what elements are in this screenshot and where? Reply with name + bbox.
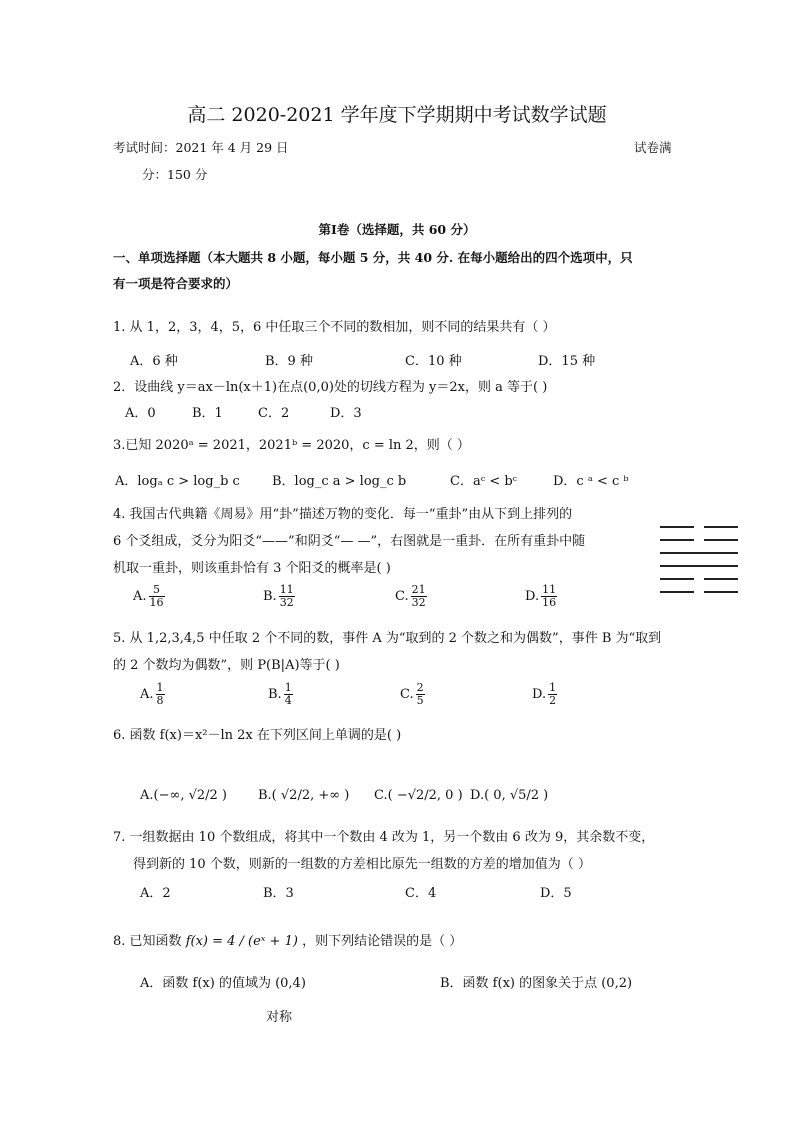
yin-line — [660, 591, 694, 593]
fraction: $\frac{1}{2}$ — [549, 681, 557, 707]
question-4-line2: 6 个爻组成，爻分为阳爻“——”和阴爻“— —”，右图就是一重卦．在所有重卦中随 — [113, 534, 586, 549]
q2-option-b: B．1 — [192, 406, 223, 421]
q6-option-b: B.( √2/2, +∞ ) — [258, 788, 350, 803]
page-title: 高二 2020-2021 学年度下学期期中考试数学试题 — [187, 104, 607, 126]
yin-line — [704, 578, 738, 580]
q4-option-a: A. $\frac{5}{16}$ — [133, 583, 164, 609]
full-score-value: 分：150 分 — [142, 167, 208, 182]
q6-option-c: C.( −√2/2, 0 ) — [374, 788, 463, 803]
q6-option-a: A.(−∞, √2/2 ) — [140, 788, 227, 803]
q7-option-b: B．3 — [263, 886, 294, 901]
question-3: 3.已知 2020ᵃ = 2021，2021ᵇ = 2020，c = ln 2，则（ ） — [113, 438, 470, 453]
q8-option-b: B．函数 f(x) 的图象关于点 (0,2) — [440, 976, 633, 991]
question-2: 2．设曲线 y＝ax－ln(x＋1)在点(0,0)处的切线方程为 y＝2x，则 a 等于( ) — [113, 380, 548, 395]
yin-line — [660, 578, 694, 580]
q3-option-d: D．c ᵃ < c ᵇ — [553, 474, 629, 489]
q4-option-b: B. $\frac{11}{32}$ — [263, 583, 294, 609]
q1-option-c: C．10 种 — [405, 354, 462, 369]
q2-option-a: A．0 — [125, 406, 156, 421]
question-7-line1: 7. 一组数据由 10 个数组成，将其中一个数由 4 改为 1，另一个数由 6 改为 9，其余数不变， — [113, 830, 655, 845]
question-8: 8. 已知函数 f(x) = 4 / (eˣ + 1) ，则下列结论错误的是（ ） — [113, 934, 463, 949]
q4-option-d: D. $\frac{11}{16}$ — [525, 583, 557, 609]
yin-line — [704, 591, 738, 593]
q7-option-c: C．4 — [405, 886, 437, 901]
yin-line — [704, 526, 738, 528]
full-score-label: 试卷满 — [634, 140, 672, 155]
section1-heading-cont: 有一项是符合要求的） — [113, 276, 239, 291]
question-6: 6. 函数 f(x)＝x²－ln 2x 在下列区间上单调的是( ) — [113, 728, 402, 743]
fraction: $\frac{1}{8}$ — [156, 681, 164, 707]
yin-line — [704, 539, 738, 541]
question-5-line2: 的 2 个数均为偶数”，则 P(B|A)等于( ) — [113, 658, 340, 673]
q8-option-a: A．函数 f(x) 的值域为 (0,4) — [140, 976, 306, 991]
q7-option-a: A．2 — [140, 886, 171, 901]
q2-option-c: C．2 — [258, 406, 290, 421]
fraction: $\frac{11}{32}$ — [279, 583, 294, 609]
q7-option-d: D．5 — [540, 886, 572, 901]
q1-option-d: D．15 种 — [538, 354, 596, 369]
question-1: 1. 从 1，2，3，4，5，6 中任取三个不同的数相加，则不同的结果共有（ ） — [113, 320, 556, 335]
question-4-line3: 机取一重卦，则该重卦恰有 3 个阳爻的概率是( ) — [113, 561, 391, 576]
question-4-line1: 4. 我国古代典籍《周易》用“卦”描述万物的变化．每一“重卦”由从下到上排列的 — [113, 507, 573, 522]
q8-option-b-cont: 对称 — [266, 1010, 293, 1025]
function-definition: f(x) = 4 / (eˣ + 1) — [185, 934, 298, 949]
hexagram-figure — [660, 526, 740, 596]
yang-line — [660, 552, 738, 554]
q6-option-d: D.( 0, √5/2 ) — [470, 788, 549, 803]
q3-option-b: B．log_c a > log_c b — [272, 474, 407, 489]
fraction: $\frac{2}{5}$ — [416, 681, 424, 707]
q1-option-a: A．6 种 — [130, 354, 178, 369]
fraction: $\frac{21}{32}$ — [411, 583, 426, 609]
q5-option-b: B. $\frac{1}{4}$ — [268, 681, 292, 707]
q5-option-a: A. $\frac{1}{8}$ — [140, 681, 164, 707]
fraction: $\frac{5}{16}$ — [149, 583, 164, 609]
fraction: $\frac{11}{16}$ — [542, 583, 557, 609]
q3-option-a: A．logₐ c > log_b c — [115, 474, 240, 489]
question-5-line1: 5. 从 1,2,3,4,5 中任取 2 个不同的数，事件 A 为“取到的 2 个数之和为偶数”，事件 B 为“取到 — [113, 631, 662, 646]
section1-heading: 一、单项选择题（本大题共 8 小题，每小题 5 分，共 40 分. 在每小题给出的四个选项中，只 — [113, 250, 633, 265]
q4-option-c: C. $\frac{21}{32}$ — [395, 583, 426, 609]
q1-option-b: B．9 种 — [265, 354, 313, 369]
q5-option-d: D. $\frac{1}{2}$ — [532, 681, 557, 707]
exam-time: 考试时间：2021 年 4 月 29 日 — [113, 140, 289, 155]
question-7-line2: 得到新的 10 个数，则新的一组数的方差相比原先一组数的方差的增加值为（ ） — [133, 857, 591, 872]
part1-title: 第Ⅰ卷（选择题，共 60 分） — [318, 222, 476, 237]
fraction: $\frac{1}{4}$ — [284, 681, 292, 707]
q2-option-d: D．3 — [330, 406, 362, 421]
yin-line — [660, 539, 694, 541]
q5-option-c: C. $\frac{2}{5}$ — [400, 681, 424, 707]
yang-line — [660, 565, 738, 567]
q3-option-c: C．aᶜ < bᶜ — [450, 474, 518, 489]
yin-line — [660, 526, 694, 528]
